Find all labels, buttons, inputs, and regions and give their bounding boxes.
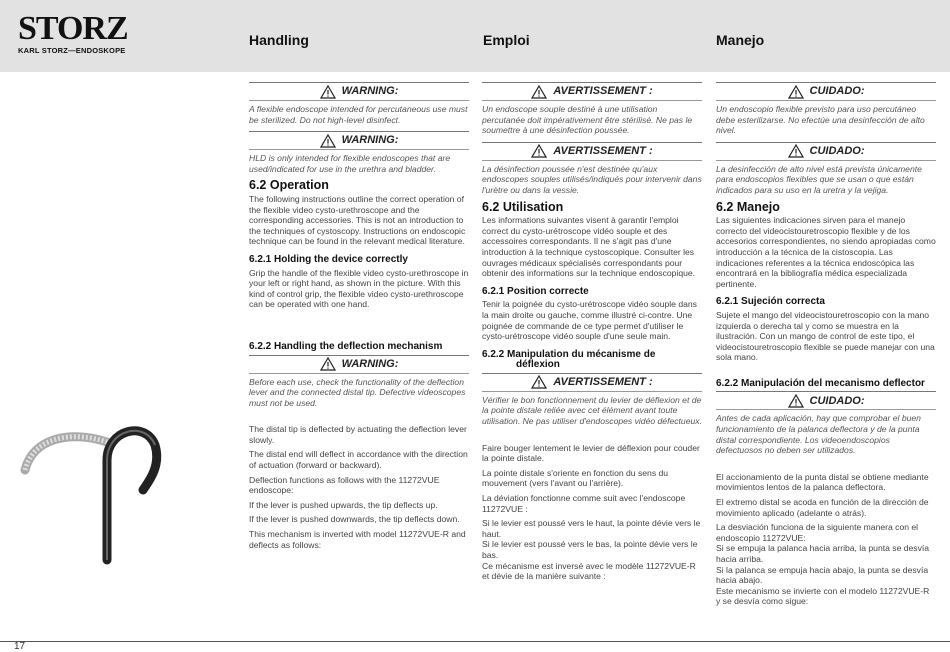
warning-triangle-icon: [788, 85, 804, 99]
warning-triangle-icon: [788, 144, 804, 158]
section-paragraph: Grip the handle of the flexible video cysto-urethroscope in your left or right hand, as shown in the picture. With this kind of control grip, the flexible video cysto-urethroscope can be operated with one hand.: [249, 267, 469, 310]
logo-wordmark: STORZ: [18, 10, 128, 47]
warning-triangle-icon: [531, 144, 547, 158]
subsection-heading: 6.2.2 Manipulación del mecanismo deflector: [716, 377, 925, 389]
body-paragraph: If the lever is pushed downwards, the tip deflects down.: [249, 514, 460, 525]
body-paragraph: La desviación funciona de la siguiente manera con el endoscopio 11272VUE:: [716, 522, 919, 543]
warning-box: [249, 355, 469, 374]
column-spanish: [716, 82, 936, 607]
warning-text: HLD is only intended for flexible endoscopes that are used/indicated for use in the urethra and bladder.: [249, 153, 451, 174]
subsection-heading: 6.2.1 Sujeción correcta: [716, 296, 825, 308]
warning-text: La desinfección de alto nivel está prevista únicamente para endoscopios flexibles que se usan o que están indicados para su uso en la uretra y la vejiga.: [716, 163, 922, 195]
endoscope-illustration: [15, 420, 165, 570]
warning-box: [716, 82, 936, 101]
warning-box: [716, 391, 936, 410]
section-paragraph: Sujete el mango del videocistouretroscopio con la mano izquierda o derecha tal y como se muestra en la ilustración. Con un mango de control de este tipo, el videocistouretroscopio flexible se puede manejar con una sola mano.: [716, 309, 935, 363]
section-paragraph: Tenir la poignée du cysto-urétroscope vidéo souple dans la main droite ou gauche, comme illustré ci-contre. Une poignée de commande de ce type permet d'utiliser le cysto-urétroscope vidéo souple d'une seule main.: [482, 299, 697, 342]
column-title-fr: Emploi: [483, 32, 530, 48]
warning-triangle-icon: [531, 85, 547, 99]
body-paragraph: Este mecanismo se invierte con el modelo 11272VUE-R y se desvía como sigue:: [716, 585, 930, 607]
storz-logo: [18, 10, 148, 55]
warning-triangle-icon: [531, 375, 547, 389]
column-english: [249, 82, 469, 554]
warning-label: CUIDADO:: [809, 85, 865, 98]
warning-box: [482, 142, 702, 161]
section-paragraph: The following instructions outline the correct operation of the flexible video cysto-urethroscope and the corresponding accessories. This is not an introduction to the techniques of cystoscopy. Instructions on endoscopic technique can be found in the relevant medical literature.: [249, 193, 466, 247]
warning-box: [482, 373, 702, 392]
subsection-heading: 6.2.1 Holding the device correctly: [249, 253, 408, 265]
footer-rule: [0, 641, 950, 642]
body-paragraph: Si le levier est poussé vers le bas, la pointe dévie vers le bas.: [482, 539, 698, 560]
warning-text: A flexible endoscope intended for percutaneous use must be sterilized. Do not high-level disinfect.: [249, 104, 468, 125]
warning-text: Vérifier le bon fonctionnement du levier de déflexion et de la pointe distale reliée avec cet élément avant toute utilisation. Ne pas utiliser d'endoscopes vidéo défectueux.: [482, 394, 702, 427]
body-paragraph: Si se empuja la palanca hacia arriba, la punta se desvía hacia arriba.: [716, 543, 930, 564]
section-paragraph: Las siguientes indicaciones sirven para el manejo correcto del videocistouretroscopio flexible y de los accesorios correspondientes, no siendo apropiadas como introducción a la técnica de la cistoscopia. Las indicaciones referentes a la técnica endoscópica las encontrará en la bibliografía médica especializada pertinente.: [716, 215, 936, 289]
warning-text: La désinfection poussée n'est destinée qu'aux endoscopes souples utilisés/indiqués pour intervenir dans l'urètre ou dans la vessie.: [482, 163, 702, 195]
body-paragraph: La pointe distale s'oriente en fonction du sens du mouvement (vers l'avant ou l'arrière).: [482, 467, 669, 489]
warning-box: [716, 142, 936, 161]
warning-label: WARNING:: [341, 85, 399, 98]
body-paragraph: This mechanism is inverted with model 11272VUE-R and deflects as follows:: [249, 529, 466, 550]
warning-label: AVERTISSEMENT :: [553, 144, 653, 157]
subsection-heading: 6.2.2 Handling the deflection mechanism: [249, 340, 443, 352]
column-title-en: Handling: [249, 32, 309, 48]
warning-box: [249, 82, 469, 101]
warning-label: AVERTISSEMENT :: [553, 376, 653, 389]
body-paragraph: The distal end will deflect in accordance with the direction of actuation (forward or backward).: [249, 449, 468, 471]
body-paragraph: La déviation fonctionne comme suit avec l'endoscope 11272VUE :: [482, 493, 686, 514]
warning-text: Before each use, check the functionality of the deflection lever and the connected distal tip. Defective videoscopes must not be used.: [249, 376, 466, 408]
warning-triangle-icon: [320, 134, 336, 148]
warning-box: [482, 82, 702, 101]
section-heading: 6.2 Utilisation: [482, 199, 564, 214]
body-paragraph: The distal tip is deflected by actuating the deflection lever slowly.: [249, 424, 467, 445]
section-heading: 6.2 Operation: [249, 178, 329, 193]
warning-text: Un endoscopio flexible previsto para uso percutáneo debe esterilizarse. No efectúe una desinfección de alto nivel.: [716, 104, 925, 136]
section-paragraph: Les informations suivantes visent à garantir l'emploi correct du cysto-urétroscope vidéo souple et des accessoires correspondants. Il ne s'agit pas d'une introduction à la technique cystoscopique. Consulter les ouvrages médicaux spécialisés correspondants pour obtenir des informations sur la technique endoscopique.: [482, 215, 696, 279]
logo-subtitle: KARL STORZ—ENDOSKOPE: [18, 46, 126, 55]
warning-box: [249, 131, 469, 150]
body-paragraph: Faire bouger lentement le levier de déflexion pour couder la pointe distale.: [482, 442, 700, 464]
subsection-heading: 6.2.1 Position correcte: [482, 285, 589, 297]
warning-label: AVERTISSEMENT :: [553, 85, 653, 98]
warning-triangle-icon: [788, 394, 804, 408]
warning-triangle-icon: [320, 85, 336, 99]
warning-label: CUIDADO:: [809, 394, 865, 407]
warning-label: CUIDADO:: [809, 144, 865, 157]
column-title-es: Manejo: [716, 32, 765, 48]
warning-label: WARNING:: [341, 357, 399, 370]
body-paragraph: Si la palanca se empuja hacia abajo, la punta se desvía hacia abajo.: [716, 564, 929, 586]
warning-text: Un endoscope souple destiné à une utilisation percutanée doit impérativement être stérilisé. Ne pas le soumettre à une désinfection poussée.: [482, 104, 693, 136]
subsection-heading: 6.2.2 Manipulation du mécanisme de déflexion: [482, 348, 656, 371]
warning-triangle-icon: [320, 357, 336, 371]
warning-label: WARNING:: [341, 134, 399, 147]
body-paragraph: El extremo distal se acoda en función de la dirección de movimiento aplicado (adelante o atrás).: [716, 497, 929, 518]
column-french: [482, 82, 702, 582]
body-paragraph: Si le levier est poussé vers le haut, la pointe dévie vers le haut.: [482, 518, 701, 539]
section-heading: 6.2 Manejo: [716, 199, 780, 214]
warning-text: Antes de cada aplicación, hay que comprobar el buen funcionamiento de la palanca deflectora y de la punta distal correspondiente. Los videoendoscopios defectuosos no deben ser utilizados.: [716, 413, 921, 456]
body-paragraph: Deflection functions as follows with the 11272VUE endoscope:: [249, 474, 440, 496]
body-paragraph: Ce mécanisme est inversé avec le modèle 11272VUE-R et dévie de la manière suivante :: [482, 560, 696, 582]
body-paragraph: El accionamiento de la punta distal se obtiene mediante movimientos lentos de la palanca deflectora.: [716, 471, 929, 493]
page-header: [0, 0, 950, 72]
page-number: 17: [14, 641, 26, 652]
body-paragraph: If the lever is pushed upwards, the tip deflects up.: [249, 499, 438, 510]
